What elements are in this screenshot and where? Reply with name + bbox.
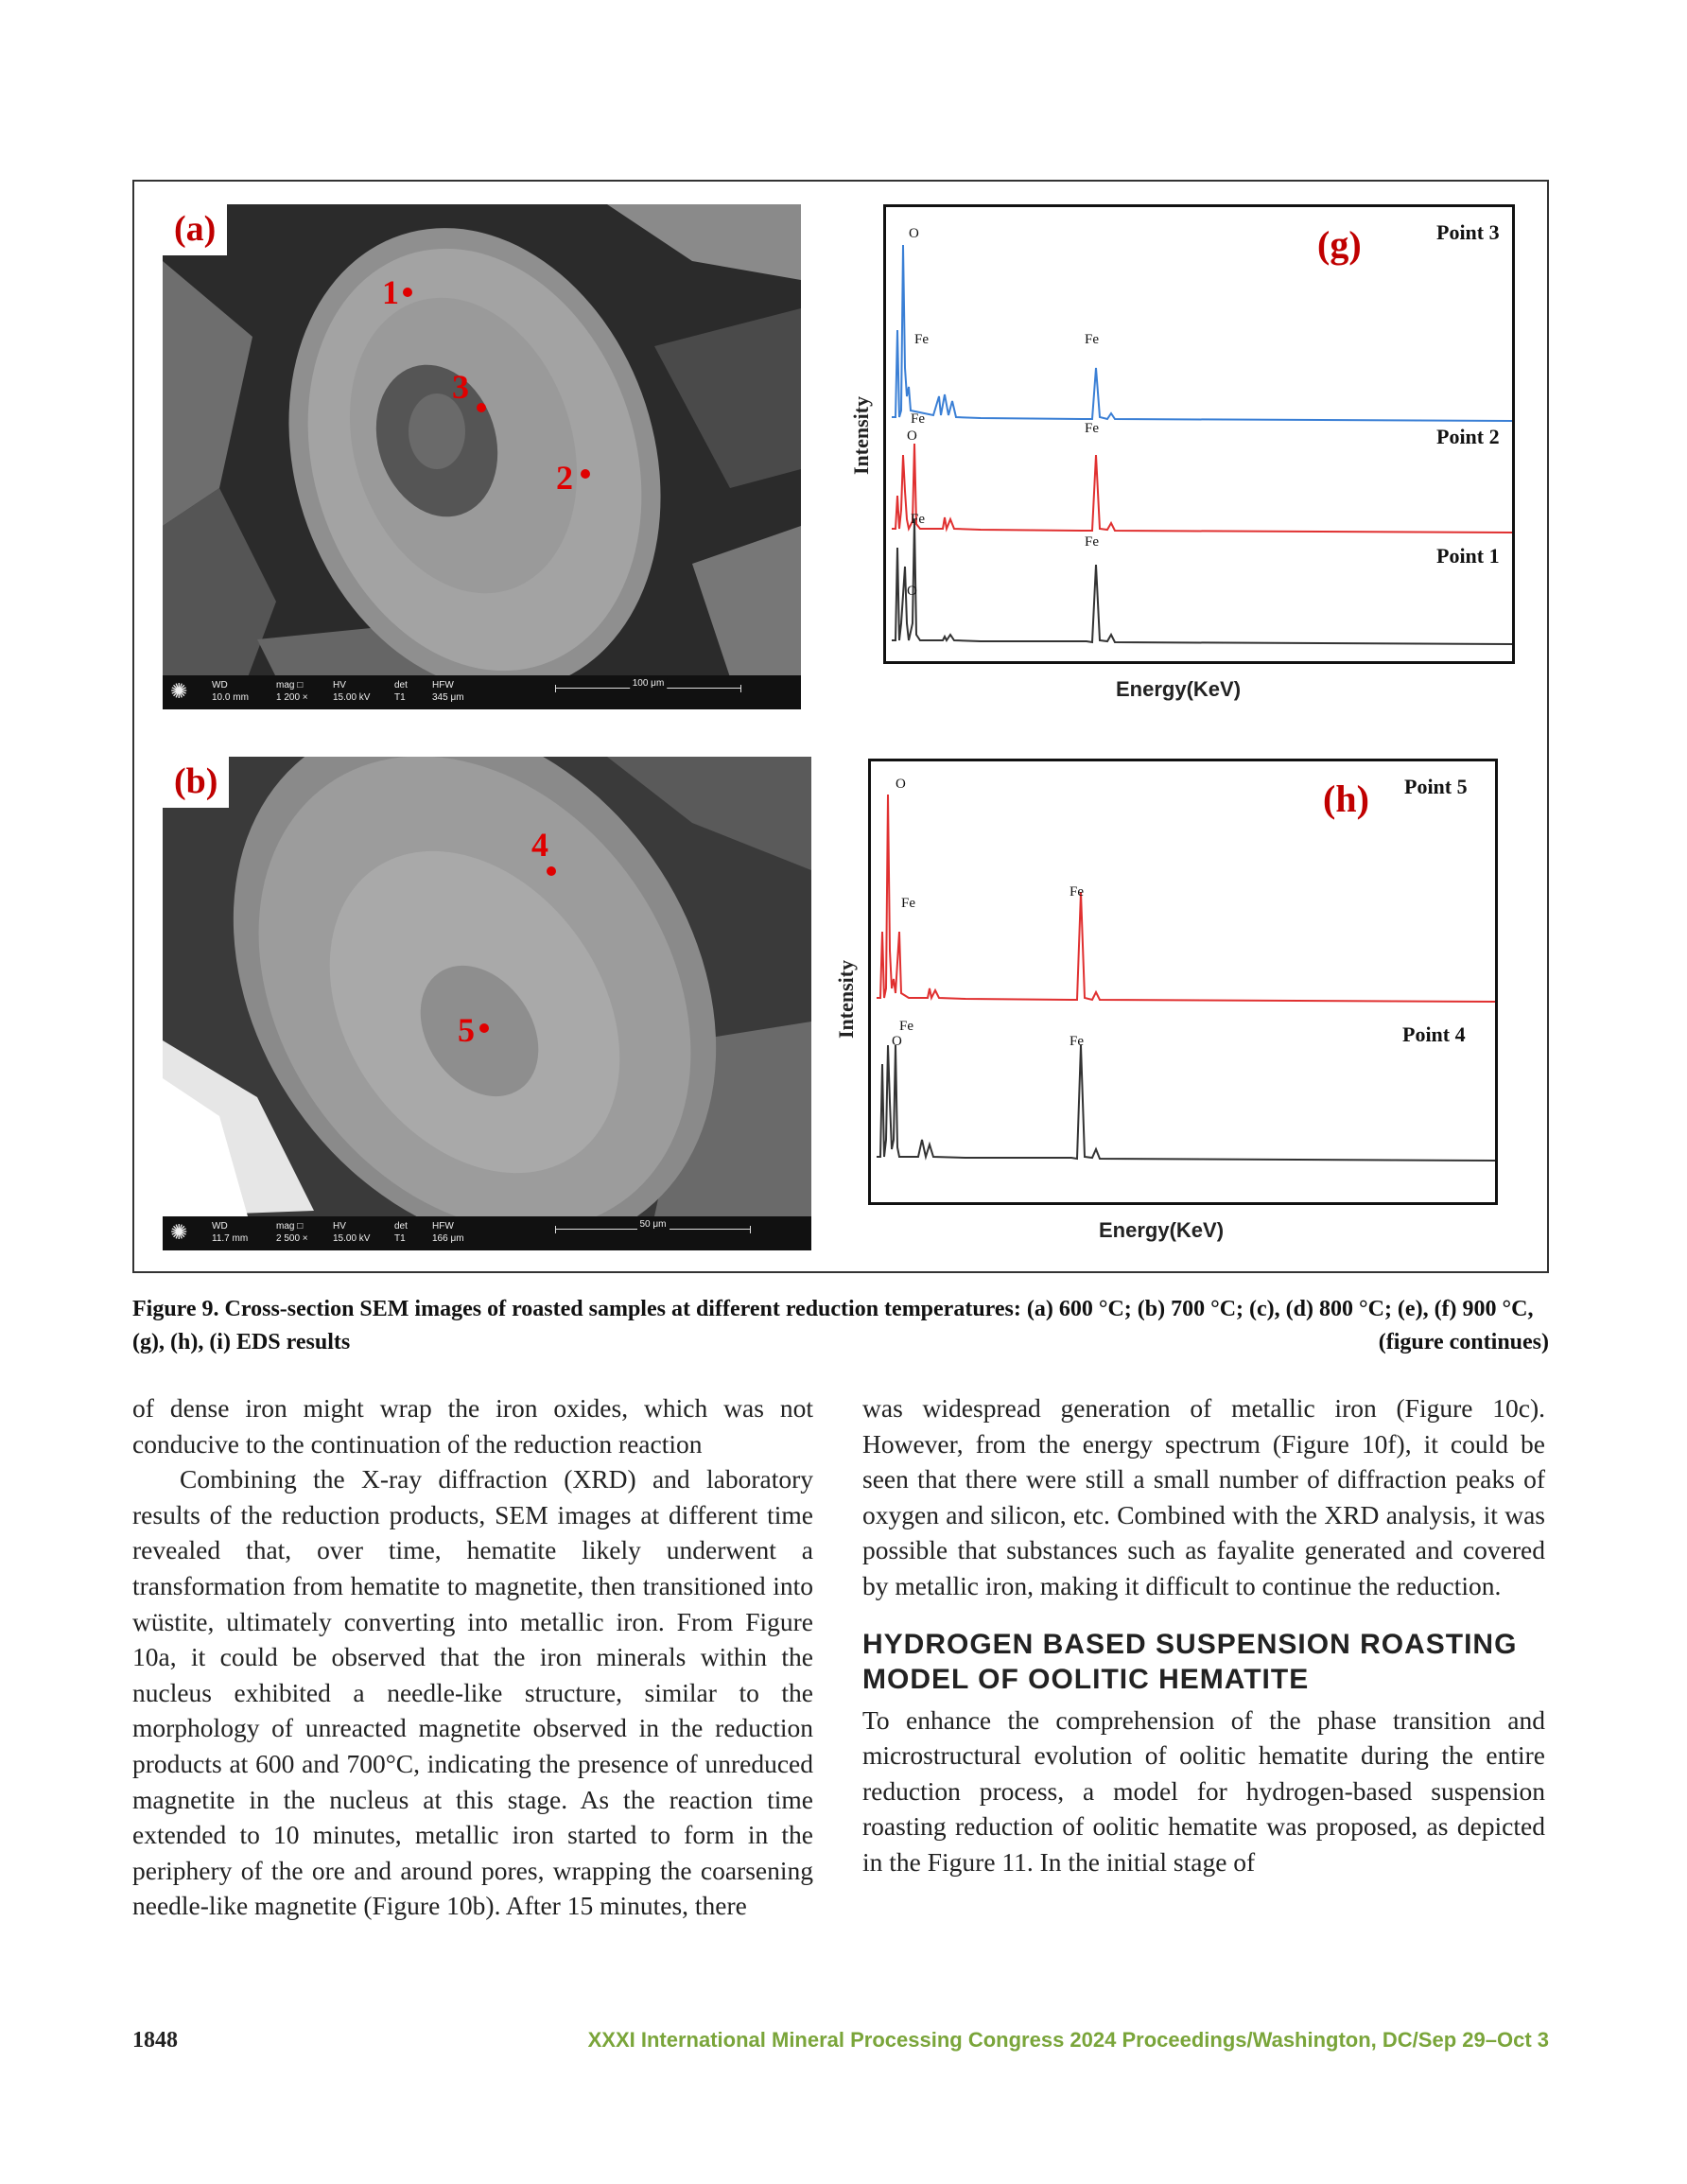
- mag-value: 2 500 ×: [276, 1233, 308, 1244]
- hfw-label: HFW: [432, 680, 454, 690]
- peak-label-fe: Fe: [901, 896, 915, 911]
- left-paragraph-2: Combining the X-ray diffraction (XRD) and laboratory results of the reduction products, SEM images at different time revealed that, over time, hematite likely underwent a transformation from hematite to magnetite, then transitioned into wüstite, ultimately converting into metallic iron. From Figure 10a, it could be observed that the iron minerals within the nucleus exhibited a needle-like structure, similar to the morphology of unreacted magnetite observed in the reduction products at 600 and 700°C, indicating the presence of unreduced magnetite in the nucleus at this stage. As the reaction time extended to 10 minutes, metallic iron started to form in the periphery of the ore and around pores, wrapping the coarsening needle-like magnetite (Figure 10b). After 15 minutes, there: [132, 1464, 813, 1921]
- peak-label-fe: Fe: [1085, 534, 1099, 550]
- point-label-3: 3: [452, 368, 469, 406]
- point-marker-3: [477, 403, 486, 412]
- panel-label-g: (g): [1317, 223, 1362, 266]
- scale-label-a: 100 μm: [630, 678, 668, 689]
- mag-value: 1 200 ×: [276, 692, 308, 703]
- hv-value: 15.00 kV: [333, 1233, 371, 1244]
- hv-label: HV: [333, 1221, 346, 1232]
- point-label-5: Point 5: [1404, 775, 1468, 798]
- section-heading: HYDROGEN BASED SUSPENSION ROASTING MODEL OF OOLITIC HEMATITE: [862, 1628, 1518, 1695]
- right-paragraph-2: To enhance the comprehension of the phase transition and microstructural evolution of oolitic hematite during the entire reduction process, a model for hydrogen-based suspension roasting reduction of oolitic hematite was proposed, as depicted in the Figure 11. In the initial stage of: [862, 1704, 1545, 1877]
- peak-label-fe: Fe: [1070, 884, 1084, 900]
- det-label: det: [394, 680, 408, 690]
- fei-logo-icon: ✺: [170, 679, 188, 703]
- hv-value: 15.00 kV: [333, 692, 371, 703]
- point-label-4: 4: [531, 826, 548, 864]
- left-column: [132, 1390, 813, 1924]
- peak-label-fe: Fe: [1070, 1034, 1084, 1049]
- sem-info-bar-a: [163, 675, 801, 709]
- wd-value: 11.7 mm: [212, 1233, 249, 1244]
- det-value: T1: [394, 1233, 406, 1244]
- sem-info-bar-b: [163, 1216, 811, 1250]
- panel-label-b: (b): [163, 757, 229, 808]
- point-marker-5: [479, 1023, 489, 1033]
- point-label-3: Point 3: [1436, 220, 1500, 244]
- right-paragraph-1: was widespread generation of metallic iron (Figure 10c). However, from the energy spectrum (Figure 10f), it could be seen that there were still a small number of diffraction peaks of oxygen and silicon, etc. Combined with the XRD analysis, it was possible that substances such as fayalite generated and covered by metallic iron, making it difficult to continue the reduction.: [862, 1393, 1545, 1600]
- caption-continues: (figure continues): [1378, 1330, 1549, 1354]
- hfw-label: HFW: [432, 1221, 454, 1232]
- sem-texture-a: [163, 204, 801, 709]
- point-label-5: 5: [458, 1011, 475, 1049]
- point-marker-4: [547, 866, 556, 876]
- wd-label: WD: [212, 680, 228, 690]
- figure-caption: [132, 1293, 1549, 1359]
- point-label-1: Point 1: [1436, 544, 1500, 568]
- peak-label-fe: Fe: [911, 512, 925, 527]
- figure-9: [132, 180, 1549, 1273]
- peak-label-o: O: [907, 584, 917, 599]
- hfw-value: 166 μm: [432, 1233, 464, 1244]
- wd-label: WD: [212, 1221, 228, 1232]
- eds-spectra-g: [886, 207, 1512, 661]
- peak-label-fe: Fe: [911, 411, 925, 427]
- det-label: det: [394, 1221, 408, 1232]
- x-axis-label-h: Energy(KeV): [1099, 1218, 1225, 1242]
- point-marker-1: [403, 288, 412, 297]
- y-axis-label-g: Intensity: [849, 395, 873, 475]
- right-column: [862, 1390, 1545, 1880]
- mag-label: mag □: [276, 680, 304, 690]
- peak-label-fe: Fe: [1085, 332, 1099, 347]
- fei-logo-icon: ✺: [170, 1220, 188, 1244]
- scale-label-b: 50 μm: [637, 1219, 670, 1230]
- mag-label: mag □: [276, 1221, 304, 1232]
- panel-label-a: (a): [163, 204, 227, 255]
- sem-texture-b: [163, 757, 811, 1250]
- panel-label-h: (h): [1323, 778, 1369, 820]
- hfw-value: 345 μm: [432, 692, 464, 703]
- det-value: T1: [394, 692, 406, 703]
- eds-panel-g: [883, 204, 1515, 664]
- scale-bar-a: [555, 678, 741, 692]
- peak-label-fe: Fe: [899, 1019, 913, 1034]
- peak-label-fe: Fe: [914, 332, 929, 347]
- peak-label-o: O: [892, 1034, 902, 1049]
- proceedings-footer: XXXI International Mineral Processing Congress 2024 Proceedings/Washington, DC/Sep 29–Oct 3: [587, 2028, 1549, 2052]
- point-label-2: 2: [556, 459, 573, 497]
- peak-label-o: O: [909, 226, 919, 241]
- x-axis-label-g: Energy(KeV): [1116, 677, 1242, 701]
- point-label-4: Point 4: [1402, 1022, 1466, 1046]
- peak-label-o: O: [896, 777, 906, 792]
- point-label-1: 1: [382, 273, 399, 311]
- y-axis-label-h: Intensity: [834, 959, 858, 1039]
- caption-text: Figure 9. Cross-section SEM images of roasted samples at different reduction temperatures: (a) 600 °C; (b) 700 °C; (c), (d) 800 °C; (e), (f) 900 °C, (g), (h), (i) EDS results: [132, 1297, 1534, 1354]
- peak-label-o: O: [907, 428, 917, 444]
- point-label-2: Point 2: [1436, 425, 1500, 448]
- scale-bar-b: [555, 1219, 751, 1233]
- page-number: 1848: [132, 2028, 178, 2053]
- point-marker-2: [581, 469, 590, 479]
- hv-label: HV: [333, 680, 346, 690]
- sem-image-b: [163, 757, 811, 1250]
- peak-label-fe: Fe: [1085, 421, 1099, 436]
- left-paragraph-1: of dense iron might wrap the iron oxides, which was not conducive to the continuation of the reduction reaction: [132, 1393, 813, 1459]
- eds-spectra-h: [871, 761, 1495, 1202]
- wd-value: 10.0 mm: [212, 692, 249, 703]
- sem-image-a: [163, 204, 801, 709]
- eds-panel-h: [868, 759, 1498, 1205]
